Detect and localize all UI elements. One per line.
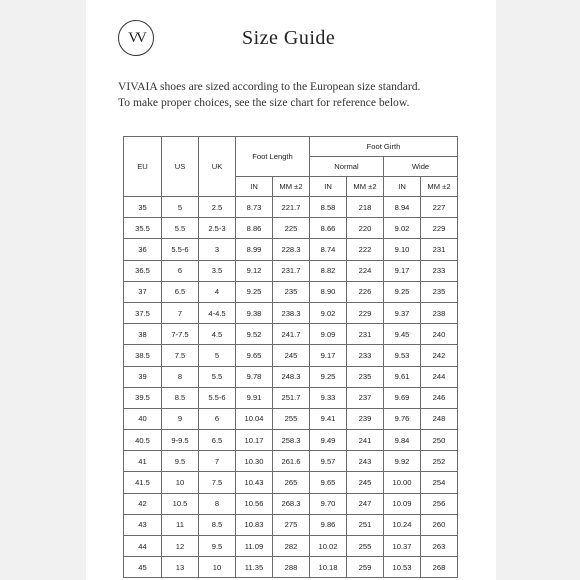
cell-wide-in: 10.09 [384,493,421,514]
cell-uk: 9.5 [199,536,236,557]
cell-uk: 4-4.5 [199,302,236,323]
cell-length-mm: 248.3 [273,366,310,387]
cell-normal-in: 10.02 [310,536,347,557]
cell-uk: 7.5 [199,472,236,493]
cell-wide-mm: 260 [421,514,458,535]
table-row [124,430,458,451]
cell-normal-mm: 235 [347,366,384,387]
cell-normal-mm: 233 [347,345,384,366]
cell-eu: 40.5 [124,430,162,451]
table-row [124,239,458,260]
table-row [124,536,458,557]
cell-normal-in: 9.25 [310,366,347,387]
intro-line-2: To make proper choices, see the size chart for reference below. [118,96,410,109]
cell-wide-in: 10.24 [384,514,421,535]
page-title: Size Guide [242,27,336,49]
cell-us: 5.5 [162,218,199,239]
cell-eu: 39 [124,366,162,387]
cell-length-mm: 261.6 [273,451,310,472]
cell-wide-mm: 242 [421,345,458,366]
cell-normal-in: 9.86 [310,514,347,535]
cell-length-mm: 241.7 [273,324,310,345]
cell-length-in: 10.17 [236,430,273,451]
cell-length-in: 11.35 [236,557,273,578]
cell-us: 7-7.5 [162,324,199,345]
cell-normal-mm: 218 [347,197,384,218]
header-uk: UK [199,137,236,197]
table-row [124,387,458,408]
cell-normal-mm: 229 [347,302,384,323]
cell-normal-in: 8.58 [310,197,347,218]
cell-wide-in: 9.17 [384,260,421,281]
cell-eu: 41 [124,451,162,472]
cell-normal-mm: 255 [347,536,384,557]
cell-length-in: 8.86 [236,218,273,239]
cell-us: 10.5 [162,493,199,514]
cell-wide-mm: 268 [421,557,458,578]
cell-eu: 45 [124,557,162,578]
intro-text [118,79,478,111]
cell-uk: 5.5-6 [199,387,236,408]
cell-wide-in: 9.92 [384,451,421,472]
cell-length-in: 9.78 [236,366,273,387]
cell-length-mm: 235 [273,281,310,302]
header-wide-mm: MM ±2 [421,177,458,197]
cell-us: 8.5 [162,387,199,408]
cell-length-mm: 268.3 [273,493,310,514]
cell-wide-in: 9.84 [384,430,421,451]
cell-normal-in: 8.74 [310,239,347,260]
cell-us: 11 [162,514,199,535]
table-row [124,472,458,493]
cell-length-in: 10.83 [236,514,273,535]
cell-wide-in: 9.45 [384,324,421,345]
brand-logo [118,20,154,56]
cell-wide-mm: 254 [421,472,458,493]
table-row [124,197,458,218]
cell-us: 8 [162,366,199,387]
table-row [124,408,458,429]
header-foot-length: Foot Length [236,137,310,177]
cell-normal-in: 9.41 [310,408,347,429]
cell-uk: 2.5-3 [199,218,236,239]
cell-length-in: 8.99 [236,239,273,260]
table-row [124,302,458,323]
cell-wide-mm: 252 [421,451,458,472]
cell-uk: 3 [199,239,236,260]
cell-length-mm: 231.7 [273,260,310,281]
cell-us: 5.5-6 [162,239,199,260]
cell-us: 10 [162,472,199,493]
cell-us: 7.5 [162,345,199,366]
table-row [124,260,458,281]
cell-uk: 4.5 [199,324,236,345]
cell-length-in: 10.30 [236,451,273,472]
cell-normal-in: 9.02 [310,302,347,323]
cell-eu: 39.5 [124,387,162,408]
cell-normal-in: 8.90 [310,281,347,302]
table-header [124,137,458,197]
cell-wide-in: 9.10 [384,239,421,260]
cell-uk: 4 [199,281,236,302]
header-normal-in: IN [310,177,347,197]
cell-length-mm: 245 [273,345,310,366]
cell-eu: 37.5 [124,302,162,323]
cell-uk: 10 [199,557,236,578]
cell-wide-in: 10.00 [384,472,421,493]
cell-length-mm: 282 [273,536,310,557]
cell-eu: 38 [124,324,162,345]
cell-length-in: 9.25 [236,281,273,302]
cell-normal-mm: 222 [347,239,384,260]
cell-length-in: 11.09 [236,536,273,557]
cell-us: 5 [162,197,199,218]
cell-wide-mm: 229 [421,218,458,239]
cell-normal-mm: 231 [347,324,384,345]
cell-eu: 43 [124,514,162,535]
cell-length-in: 10.43 [236,472,273,493]
cell-eu: 36 [124,239,162,260]
cell-eu: 36.5 [124,260,162,281]
table-row [124,281,458,302]
cell-eu: 41.5 [124,472,162,493]
logo-monogram: VV [128,29,144,46]
cell-length-mm: 275 [273,514,310,535]
header-normal: Normal [310,157,384,177]
cell-wide-in: 9.25 [384,281,421,302]
cell-eu: 35 [124,197,162,218]
cell-eu: 35.5 [124,218,162,239]
cell-uk: 6.5 [199,430,236,451]
cell-normal-in: 9.33 [310,387,347,408]
cell-wide-in: 9.53 [384,345,421,366]
table-row [124,324,458,345]
cell-wide-mm: 256 [421,493,458,514]
cell-wide-in: 9.61 [384,366,421,387]
cell-wide-mm: 227 [421,197,458,218]
cell-us: 7 [162,302,199,323]
cell-length-in: 9.65 [236,345,273,366]
header-wide-in: IN [384,177,421,197]
table-row [124,366,458,387]
cell-length-in: 9.12 [236,260,273,281]
cell-length-in: 9.91 [236,387,273,408]
table-row [124,557,458,578]
cell-length-in: 9.38 [236,302,273,323]
cell-length-mm: 238.3 [273,302,310,323]
table-body [124,197,458,578]
table-row [124,451,458,472]
cell-eu: 40 [124,408,162,429]
cell-us: 9.5 [162,451,199,472]
cell-length-mm: 228.3 [273,239,310,260]
header-us: US [162,137,199,197]
cell-length-mm: 258.3 [273,430,310,451]
table-row [124,345,458,366]
cell-us: 6 [162,260,199,281]
cell-uk: 6 [199,408,236,429]
header-normal-mm: MM ±2 [347,177,384,197]
cell-normal-in: 9.65 [310,472,347,493]
cell-uk: 5 [199,345,236,366]
cell-wide-in: 9.02 [384,218,421,239]
cell-length-in: 9.52 [236,324,273,345]
cell-normal-mm: 247 [347,493,384,514]
cell-length-mm: 251.7 [273,387,310,408]
cell-length-in: 10.04 [236,408,273,429]
cell-wide-mm: 246 [421,387,458,408]
cell-normal-mm: 220 [347,218,384,239]
header-length-in: IN [236,177,273,197]
cell-length-mm: 221.7 [273,197,310,218]
cell-normal-mm: 241 [347,430,384,451]
cell-normal-mm: 224 [347,260,384,281]
cell-wide-in: 9.76 [384,408,421,429]
cell-wide-in: 9.69 [384,387,421,408]
cell-uk: 7 [199,451,236,472]
cell-normal-in: 9.57 [310,451,347,472]
cell-normal-in: 8.82 [310,260,347,281]
table-row [124,218,458,239]
cell-eu: 44 [124,536,162,557]
header-length-mm: MM ±2 [273,177,310,197]
header-foot-girth: Foot Girth [310,137,458,157]
cell-normal-in: 9.70 [310,493,347,514]
cell-us: 9 [162,408,199,429]
cell-wide-mm: 231 [421,239,458,260]
cell-wide-mm: 250 [421,430,458,451]
cell-wide-mm: 263 [421,536,458,557]
table-row [124,514,458,535]
header-eu: EU [124,137,162,197]
cell-wide-mm: 240 [421,324,458,345]
cell-normal-mm: 259 [347,557,384,578]
cell-uk: 8.5 [199,514,236,535]
cell-wide-mm: 235 [421,281,458,302]
cell-normal-mm: 239 [347,408,384,429]
cell-normal-mm: 226 [347,281,384,302]
cell-length-in: 10.56 [236,493,273,514]
cell-wide-mm: 244 [421,366,458,387]
table-row [124,493,458,514]
cell-us: 6.5 [162,281,199,302]
cell-wide-in: 10.53 [384,557,421,578]
cell-us: 13 [162,557,199,578]
cell-uk: 3.5 [199,260,236,281]
cell-normal-in: 10.18 [310,557,347,578]
cell-wide-in: 10.37 [384,536,421,557]
cell-uk: 2.5 [199,197,236,218]
size-chart-table [123,136,458,578]
cell-normal-in: 8.66 [310,218,347,239]
cell-eu: 42 [124,493,162,514]
cell-length-in: 8.73 [236,197,273,218]
cell-us: 12 [162,536,199,557]
cell-wide-mm: 238 [421,302,458,323]
cell-normal-mm: 245 [347,472,384,493]
cell-eu: 38.5 [124,345,162,366]
cell-length-mm: 288 [273,557,310,578]
cell-us: 9-9.5 [162,430,199,451]
cell-length-mm: 265 [273,472,310,493]
cell-normal-mm: 237 [347,387,384,408]
cell-uk: 5.5 [199,366,236,387]
cell-wide-mm: 233 [421,260,458,281]
cell-normal-mm: 251 [347,514,384,535]
cell-length-mm: 225 [273,218,310,239]
cell-normal-in: 9.09 [310,324,347,345]
cell-normal-in: 9.17 [310,345,347,366]
header-wide: Wide [384,157,458,177]
cell-wide-mm: 248 [421,408,458,429]
intro-line-1: VIVAIA shoes are sized according to the European size standard. [118,80,421,93]
cell-normal-mm: 243 [347,451,384,472]
cell-normal-in: 9.49 [310,430,347,451]
cell-wide-in: 9.37 [384,302,421,323]
cell-uk: 8 [199,493,236,514]
cell-eu: 37 [124,281,162,302]
cell-length-mm: 255 [273,408,310,429]
cell-wide-in: 8.94 [384,197,421,218]
